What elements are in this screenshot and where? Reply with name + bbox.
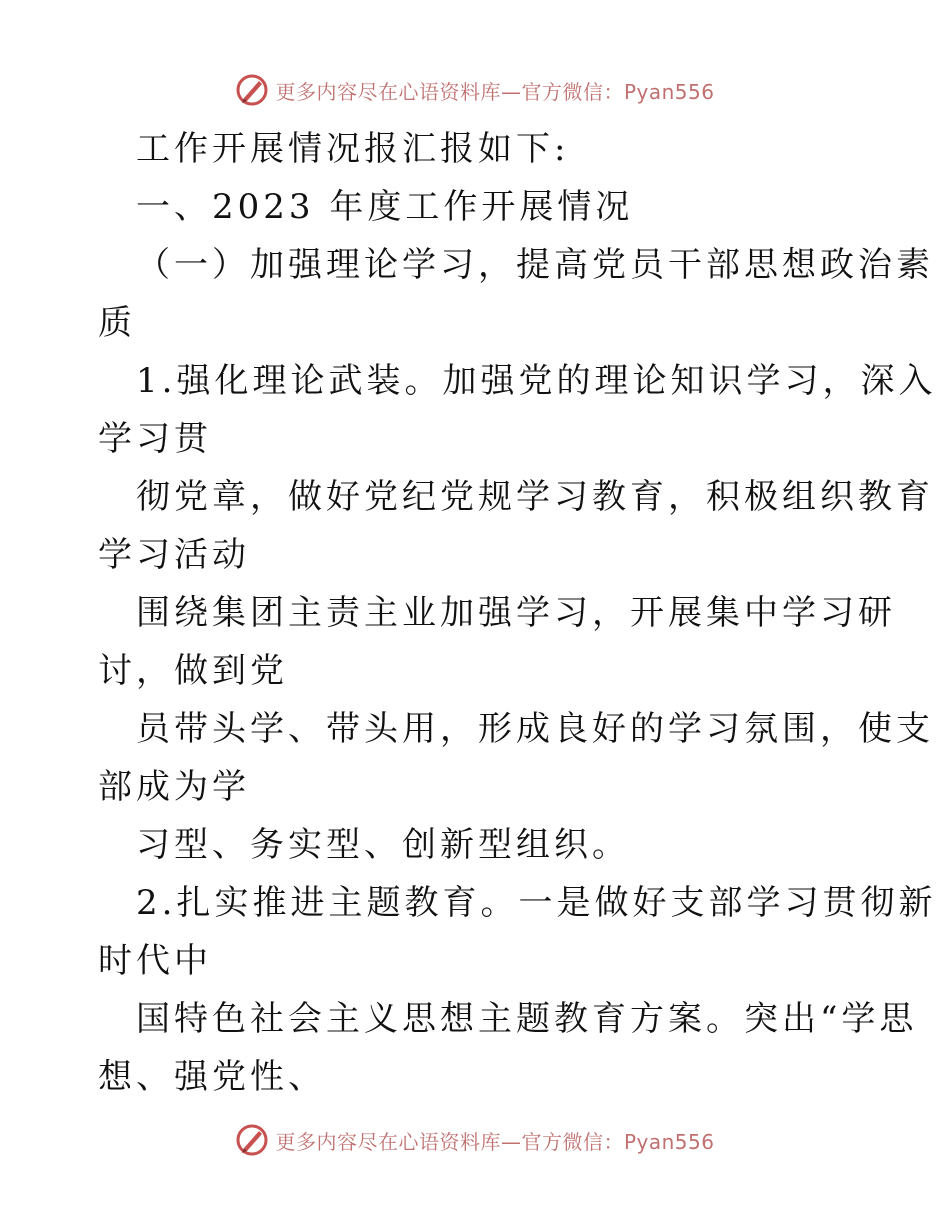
footer-watermark bbox=[0, 1120, 950, 1160]
text-line: 1.强化理论武装。加强党的理论知识学习，深入 bbox=[136, 361, 937, 401]
pen-logo-icon bbox=[235, 1123, 269, 1157]
text-line: 员带头学、带头用，形成良好的学习氛围，使支 bbox=[136, 709, 934, 749]
header-watermark bbox=[0, 70, 950, 110]
text-line: （一）加强理论学习，提高党员干部思想政治素 bbox=[136, 245, 934, 285]
text-line: 时代中 bbox=[98, 941, 212, 981]
text-line: 彻党章，做好党纪党规学习教育，积极组织教育 bbox=[136, 477, 934, 517]
text-line: 习型、务实型、创新型组织。 bbox=[136, 825, 630, 865]
text-line: 想、强党性、 bbox=[98, 1057, 326, 1097]
document-body bbox=[98, 120, 937, 1106]
text-line: 一、2023 年度工作开展情况 bbox=[136, 187, 634, 227]
text-line: 国特色社会主义思想主题教育方案。突出“学思 bbox=[136, 999, 918, 1039]
watermark-text: 更多内容尽在心语资料库—官方微信：Pyan556 bbox=[275, 79, 715, 104]
watermark-text: 更多内容尽在心语资料库—官方微信：Pyan556 bbox=[275, 1129, 715, 1154]
text-line: 学习活动 bbox=[98, 535, 250, 575]
text-line: 围绕集团主责主业加强学习，开展集中学习研 bbox=[136, 593, 896, 633]
text-line: 部成为学 bbox=[98, 767, 250, 807]
text-line: 工作开展情况报汇报如下: bbox=[136, 129, 570, 169]
text-line: 2.扎实推进主题教育。一是做好支部学习贯彻新 bbox=[136, 883, 937, 923]
text-line: 讨，做到党 bbox=[98, 651, 288, 691]
text-line: 质 bbox=[98, 303, 136, 343]
text-line: 学习贯 bbox=[98, 419, 212, 459]
pen-logo-icon bbox=[235, 73, 269, 107]
